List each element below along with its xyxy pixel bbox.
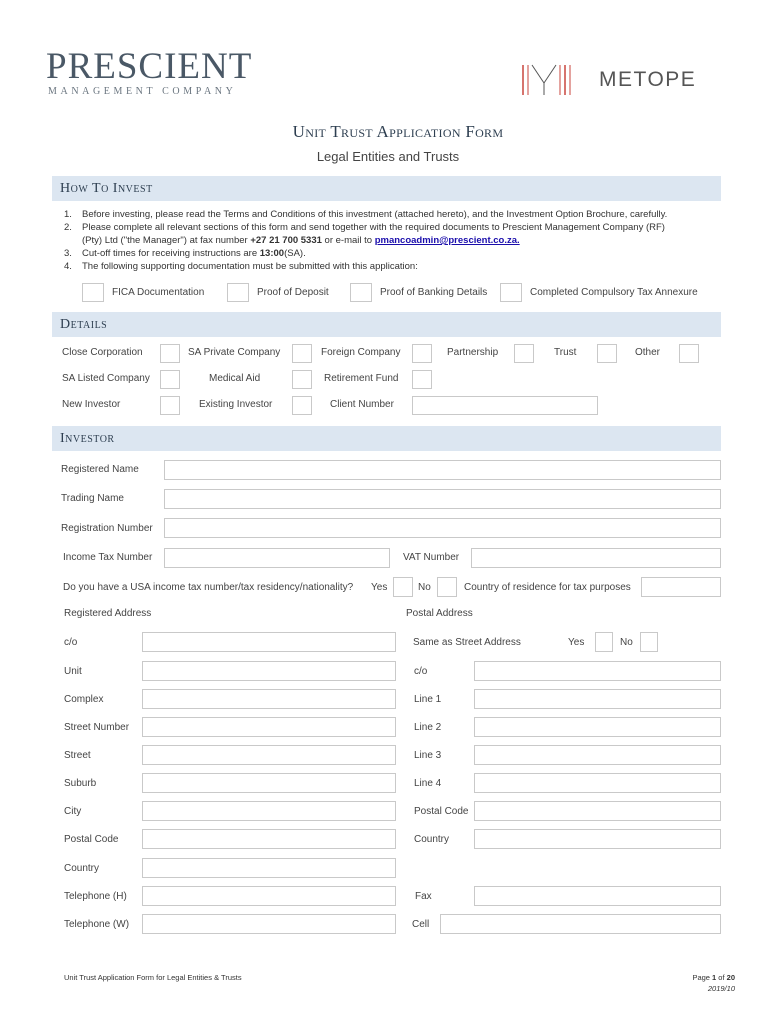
new-investor-label: New Investor (62, 399, 121, 410)
prescient-logo (46, 46, 253, 100)
postal-line1-label: Line 1 (414, 694, 442, 705)
usa-yes-label: Yes (371, 582, 388, 593)
tax-annexure-label: Completed Compulsory Tax Annexure (530, 287, 698, 298)
postal-postal-code-input[interactable] (474, 801, 721, 821)
registered-name-label: Registered Name (61, 464, 139, 475)
reg-country-label: Country (64, 863, 100, 874)
registration-number-input[interactable] (164, 518, 721, 538)
fax-input[interactable] (474, 886, 721, 906)
other-label: Other (635, 347, 661, 358)
close-corporation-label: Close Corporation (62, 347, 143, 358)
section-how-to-invest (52, 176, 721, 201)
proof-of-banking-checkbox[interactable] (350, 283, 372, 302)
same-as-street-label: Same as Street Address (413, 637, 521, 648)
sa-private-company-label: SA Private Company (188, 347, 281, 358)
postal-country-input[interactable] (474, 829, 721, 849)
reg-co-label: c/o (64, 637, 78, 648)
other-checkbox[interactable] (679, 344, 699, 363)
postal-line4-label: Line 4 (414, 778, 442, 789)
sa-private-company-checkbox[interactable] (292, 344, 312, 363)
partner-name: METOPE (599, 68, 697, 91)
telephone-w-label: Telephone (W) (64, 919, 130, 930)
postal-line2-label: Line 2 (414, 722, 442, 733)
sa-listed-company-label: SA Listed Company (62, 373, 150, 384)
telephone-w-input[interactable] (142, 914, 396, 934)
reg-suburb-label: Suburb (64, 778, 97, 789)
reg-co-input[interactable] (142, 632, 396, 652)
existing-investor-label: Existing Investor (199, 399, 273, 410)
version-date: 2019/10 (707, 984, 735, 993)
usa-no-checkbox[interactable] (437, 577, 457, 597)
step-number: 2. (64, 222, 72, 233)
metope-logo (520, 63, 720, 97)
instructions-list (64, 209, 724, 273)
step-text: or e-mail to (321, 235, 375, 246)
cell-input[interactable] (440, 914, 721, 934)
trading-name-label: Trading Name (61, 493, 124, 504)
fica-checkbox[interactable] (82, 283, 104, 302)
partnership-label: Partnership (447, 347, 499, 358)
sa-listed-company-checkbox[interactable] (160, 370, 180, 389)
partnership-checkbox[interactable] (514, 344, 534, 363)
page-of: of (716, 973, 727, 982)
brand-name: PRESCIENT (46, 46, 253, 87)
same-no-label: No (620, 637, 633, 648)
reg-city-input[interactable] (142, 801, 396, 821)
reg-postal-code-label: Postal Code (64, 834, 119, 845)
foreign-company-checkbox[interactable] (412, 344, 432, 363)
fax-number: +27 21 700 5331 (250, 235, 322, 246)
form-subtitle: Legal Entities and Trusts (316, 149, 460, 164)
brand-subtitle: MANAGEMENT COMPANY (48, 86, 237, 97)
proof-of-deposit-label: Proof of Deposit (257, 287, 329, 298)
reg-unit-label: Unit (64, 666, 82, 677)
form-title: Unit Trust Application Form (292, 122, 504, 141)
retirement-fund-checkbox[interactable] (412, 370, 432, 389)
footer-form-name: Unit Trust Application Form for Legal Entities & Trusts (64, 973, 242, 982)
step-text: The following supporting documentation must be submitted with this application: (82, 261, 418, 272)
postal-line3-label: Line 3 (414, 750, 442, 761)
step-number: 3. (64, 248, 72, 259)
section-heading: Details (60, 317, 108, 332)
fica-label: FICA Documentation (112, 287, 205, 298)
tax-annexure-checkbox[interactable] (500, 283, 522, 302)
reg-street-number-input[interactable] (142, 717, 396, 737)
step-text: Before investing, please read the Terms and Conditions of this investment (attached hereto), and the Investment Option Brochure, carefully. (82, 209, 668, 220)
section-investor (52, 426, 721, 451)
page-current: 1 (712, 973, 717, 982)
registered-name-input[interactable] (164, 460, 721, 480)
new-investor-checkbox[interactable] (160, 396, 180, 415)
step-text: (Pty) Ltd ("the Manager") at fax number (82, 235, 251, 246)
vat-number-input[interactable] (471, 548, 721, 568)
client-number-label: Client Number (330, 399, 394, 410)
fax-label: Fax (415, 891, 432, 902)
reg-complex-label: Complex (64, 694, 104, 705)
reg-postal-code-input[interactable] (142, 829, 396, 849)
same-no-checkbox[interactable] (640, 632, 658, 652)
reg-street-input[interactable] (142, 745, 396, 765)
reg-city-label: City (64, 806, 82, 817)
retirement-fund-label: Retirement Fund (324, 373, 399, 384)
proof-of-banking-label: Proof of Banking Details (380, 287, 488, 298)
medical-aid-label: Medical Aid (209, 373, 261, 384)
page-prefix: Page (692, 973, 713, 982)
trading-name-input[interactable] (164, 489, 721, 509)
postal-address-heading: Postal Address (406, 608, 473, 619)
usa-tax-question: Do you have a USA income tax number/tax residency/nationality? (63, 582, 354, 593)
step-number: 4. (64, 261, 72, 272)
usa-no-label: No (418, 582, 431, 593)
reg-street-number-label: Street Number (64, 722, 130, 733)
section-heading: How To Invest (60, 181, 153, 196)
existing-investor-checkbox[interactable] (292, 396, 312, 415)
postal-postal-code-label: Postal Code (414, 806, 469, 817)
page-number (692, 973, 735, 982)
same-yes-checkbox[interactable] (595, 632, 613, 652)
registered-address-heading: Registered Address (64, 608, 152, 619)
section-details (52, 312, 721, 337)
postal-co-input[interactable] (474, 661, 721, 681)
reg-unit-input[interactable] (142, 661, 396, 681)
reg-complex-input[interactable] (142, 689, 396, 709)
foreign-company-label: Foreign Company (321, 347, 401, 358)
cell-label: Cell (412, 919, 430, 930)
postal-co-label: c/o (414, 666, 428, 677)
medical-aid-checkbox[interactable] (292, 370, 312, 389)
reg-suburb-input[interactable] (142, 773, 396, 793)
income-tax-number-input[interactable] (164, 548, 390, 568)
step-number: 1. (64, 209, 72, 220)
page-total: 20 (726, 973, 735, 982)
country-residence-label: Country of residence for tax purposes (464, 582, 631, 593)
cutoff-time: 13:00 (259, 248, 285, 259)
section-heading: Investor (60, 431, 115, 446)
proof-of-deposit-checkbox[interactable] (227, 283, 249, 302)
usa-yes-checkbox[interactable] (393, 577, 413, 597)
postal-line2-input[interactable] (474, 717, 721, 737)
postal-line4-input[interactable] (474, 773, 721, 793)
step-text: Please complete all relevant sections of this form and send together with the required documents to Prescient Management Company (RF) (82, 222, 665, 233)
client-number-input[interactable] (412, 396, 598, 415)
metope-mark-icon (520, 63, 578, 97)
postal-line3-input[interactable] (474, 745, 721, 765)
telephone-h-label: Telephone (H) (64, 891, 127, 902)
trust-checkbox[interactable] (597, 344, 617, 363)
registration-number-label: Registration Number (61, 523, 153, 534)
postal-line1-input[interactable] (474, 689, 721, 709)
email-link[interactable]: pmancoadmin@prescient.co.za. (374, 235, 520, 246)
income-tax-number-label: Income Tax Number (63, 552, 153, 563)
step-text: Cut-off times for receiving instructions are (82, 248, 260, 259)
postal-country-label: Country (414, 834, 450, 845)
same-yes-label: Yes (568, 637, 585, 648)
close-corporation-checkbox[interactable] (160, 344, 180, 363)
trust-label: Trust (554, 347, 577, 358)
vat-number-label: VAT Number (403, 552, 460, 563)
country-residence-input[interactable] (641, 577, 721, 597)
reg-street-label: Street (64, 750, 91, 761)
reg-country-input[interactable] (142, 858, 396, 878)
step-text: (SA). (284, 248, 306, 259)
telephone-h-input[interactable] (142, 886, 396, 906)
